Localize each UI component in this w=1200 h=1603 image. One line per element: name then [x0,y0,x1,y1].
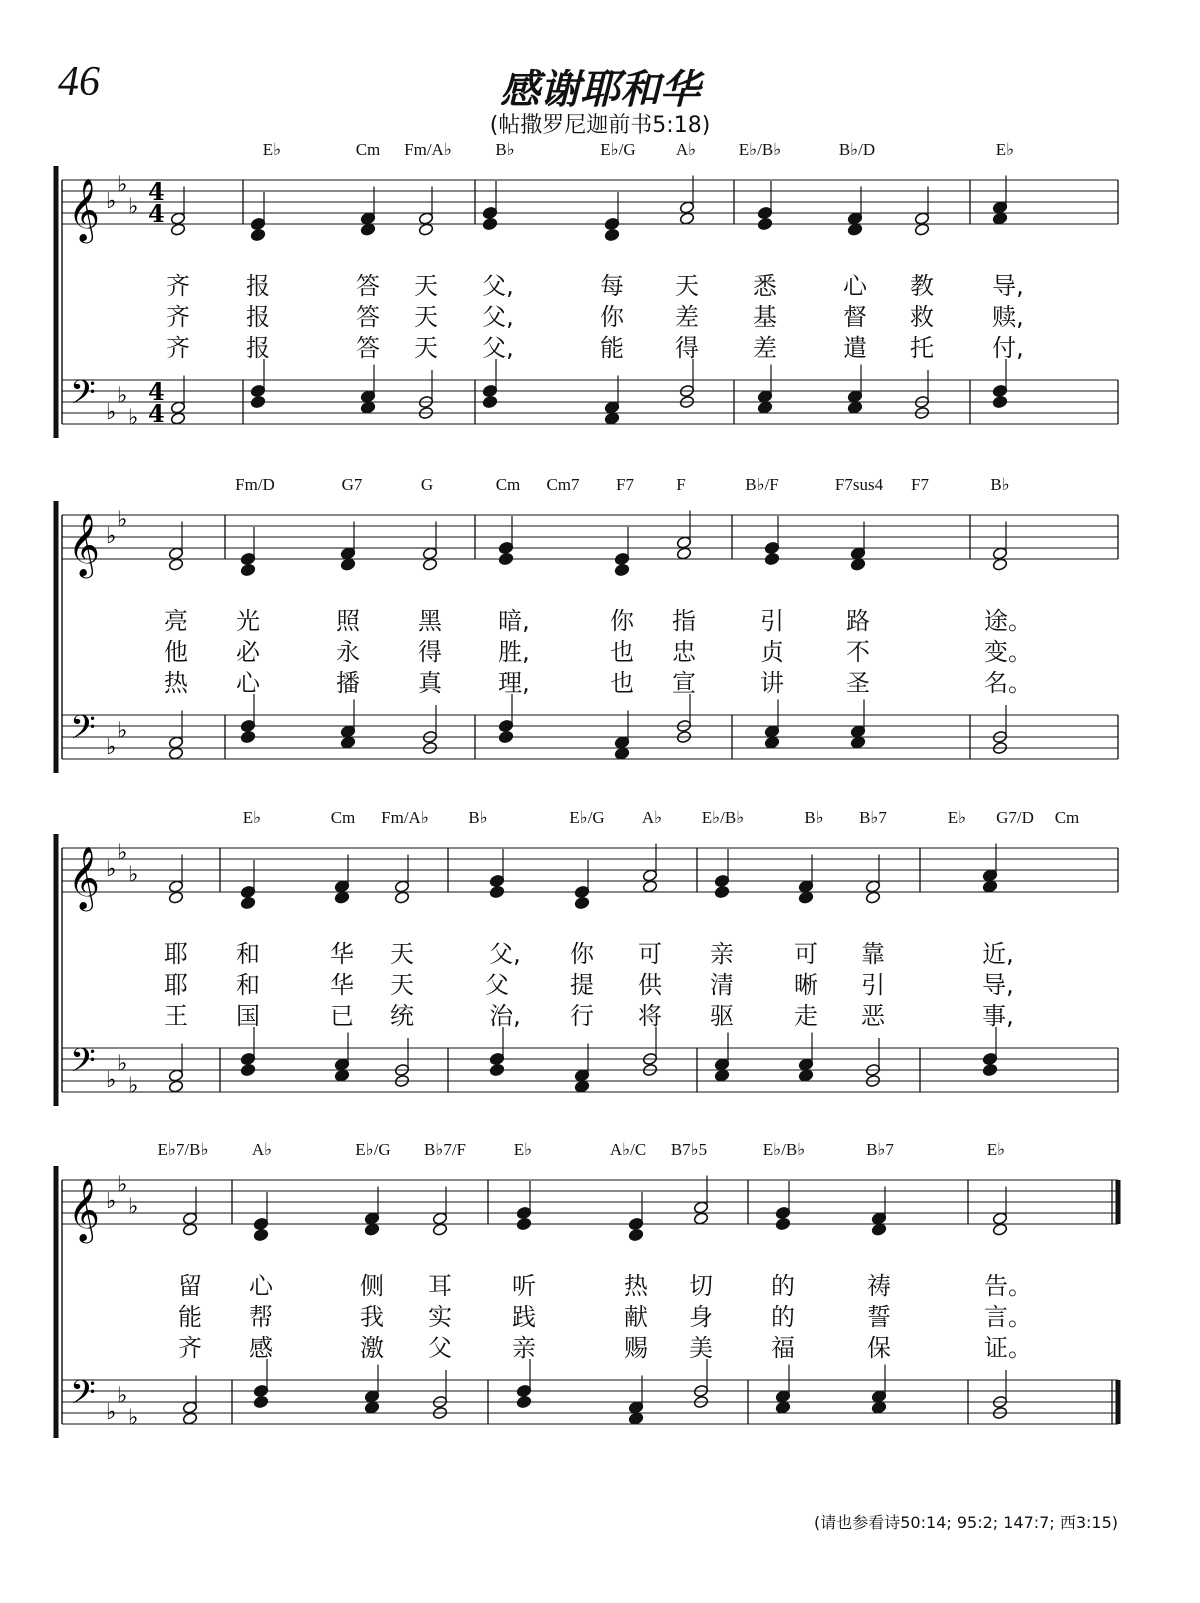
lyric-verse-3: 真 [418,669,442,697]
bass-clef-icon: 𝄢 [70,709,96,755]
scripture-reference: (帖撒罗尼迦前书5:18) [489,113,711,138]
lyric-verse-3: 走 [794,1002,818,1030]
chord-symbol: B♭ [804,808,824,827]
treble-clef-icon: 𝄞 [68,513,100,576]
bass-notehead [714,1069,729,1082]
treble-notehead [498,552,513,565]
lyric-verse-1: 祷 [867,1272,891,1300]
flat-icon: ♭ [106,1189,117,1214]
lyric-verse-1: 齐 [166,272,190,300]
chord-symbol: E♭/G [569,808,605,827]
lyric-verse-3: 讲 [760,669,784,697]
treble-notehead [394,891,409,904]
treble-notehead [432,1223,447,1236]
lyric-verse-1: 途。 [984,607,1032,635]
lyric-verse-3: 已 [330,1002,354,1030]
bass-notehead [764,736,779,749]
treble-notehead [516,1217,531,1230]
flat-icon: ♭ [128,1194,139,1220]
chord-symbol: Fm/A♭ [404,140,452,159]
flat-icon: ♭ [117,383,128,409]
treble-notehead [847,223,862,236]
treble-notehead [364,1223,379,1236]
chord-symbol: B♭ [468,808,488,827]
treble-notehead [168,891,183,904]
lyric-verse-1: 父, [489,940,521,968]
treble-notehead [360,223,375,236]
lyric-verse-3: 将 [638,1002,662,1030]
lyric-verse-3: 统 [390,1002,414,1030]
lyric-verse-1: 天 [390,940,414,968]
lyric-verse-3: 驱 [710,1002,734,1030]
treble-notehead [418,223,433,236]
treble-notehead [334,891,349,904]
chord-symbol: F7sus4 [834,475,884,494]
hymn-title: 感谢耶和华 [500,67,700,113]
treble-notehead [714,885,729,898]
chord-symbol: E♭ [986,1140,1006,1159]
lyric-verse-2: 和 [236,971,260,999]
lyric-verse-1: 热 [624,1272,648,1300]
treble-notehead [850,558,865,571]
lyric-verse-3: 保 [867,1334,891,1362]
treble-clef-icon: 𝄞 [68,178,100,241]
lyric-verse-3: 答 [356,334,380,362]
lyric-verse-3: 父 [428,1334,452,1362]
lyric-verse-3: 美 [689,1334,713,1362]
bass-notehead [574,1080,589,1093]
time-signature-bottom: 4 [148,199,165,228]
lyric-verse-1: 照 [336,607,360,635]
lyric-verse-1: 侧 [360,1272,384,1300]
treble-notehead [982,880,997,893]
lyric-verse-3: 天 [414,334,438,362]
lyric-verse-3: 也 [610,669,634,697]
flat-icon: ♭ [128,405,139,431]
chord-symbol: E♭7/B♭ [157,1140,209,1159]
lyric-verse-2: 永 [336,638,360,666]
chord-symbol: B♭/F [745,475,779,494]
lyric-verse-2: 提 [570,971,594,999]
bass-notehead [250,395,265,408]
flat-icon: ♭ [117,1383,128,1409]
lyric-verse-2: 答 [356,303,380,331]
lyric-verse-2: 齐 [166,303,190,331]
lyric-verse-2: 父 [485,971,509,999]
lyric-verse-1: 靠 [861,940,885,968]
lyric-verse-3: 王 [164,1002,188,1030]
chord-symbol: F7 [616,475,634,494]
treble-notehead [642,880,657,893]
lyric-verse-2: 救 [910,303,934,331]
chord-symbol: B♭7/F [423,1140,467,1159]
lyric-verse-1: 耳 [428,1272,452,1300]
lyric-verse-2: 得 [418,638,442,666]
lyric-verse-2: 父, [482,303,514,331]
lyric-verse-3: 父, [482,334,514,362]
lyric-verse-3: 名。 [984,669,1032,697]
bass-clef-icon: 𝄢 [70,1042,96,1088]
flat-icon: ♭ [128,1405,139,1431]
bass-notehead [253,1395,268,1408]
lyric-verse-1: 听 [512,1272,536,1300]
treble-notehead [992,558,1007,571]
chord-symbol: A♭ [675,140,697,159]
chord-symbol: E♭ [995,140,1015,159]
chord-symbol: Cm [355,140,381,159]
chord-symbol: Cm [495,475,521,494]
lyric-verse-3: 宣 [672,669,696,697]
lyric-verse-3: 托 [910,334,934,362]
treble-notehead [422,558,437,571]
lyric-verse-2: 天 [414,303,438,331]
treble-notehead [992,212,1007,225]
lyric-verse-1: 引 [760,607,784,635]
lyric-verse-2: 督 [843,303,867,331]
flat-icon: ♭ [106,1068,117,1093]
chord-symbol: A♭/C [609,1140,647,1159]
chord-symbol: Fm/D [235,475,275,494]
time-signature-bottom: 4 [148,399,165,428]
chord-symbol: E♭/G [355,1140,391,1159]
bass-clef-icon: 𝄢 [70,374,96,420]
lyric-verse-2: 胜, [498,638,530,666]
lyric-verse-2: 的 [771,1303,795,1331]
lyric-verse-2: 能 [178,1303,202,1331]
flat-icon: ♭ [106,735,117,760]
lyric-verse-1: 可 [638,940,662,968]
chord-symbol: E♭ [242,808,262,827]
bass-notehead [168,747,183,760]
bass-notehead [628,1412,643,1425]
chord-symbol: Fm/A♭ [381,808,429,827]
lyric-verse-1: 你 [570,940,594,968]
lyric-verse-1: 天 [675,272,699,300]
treble-notehead [914,223,929,236]
flat-icon: ♭ [117,718,128,744]
chord-symbol: E♭ [513,1140,533,1159]
lyric-verse-1: 教 [910,272,934,300]
lyric-verse-2: 清 [710,971,734,999]
treble-notehead [170,223,185,236]
lyric-verse-2: 晰 [794,971,818,999]
lyric-verse-3: 福 [771,1334,795,1362]
bass-notehead [982,1063,997,1076]
lyric-verse-2: 赎, [992,303,1024,331]
lyric-verse-3: 齐 [166,334,190,362]
flat-icon: ♭ [117,172,128,198]
flat-icon: ♭ [106,189,117,214]
lyric-verse-1: 报 [246,272,270,300]
lyric-verse-2: 言。 [984,1303,1032,1331]
lyric-verse-2: 他 [164,638,188,666]
bass-notehead [798,1069,813,1082]
bass-notehead [850,736,865,749]
treble-notehead [757,217,772,230]
lyric-verse-1: 近, [982,940,1014,968]
lyric-verse-2: 践 [512,1303,536,1331]
chord-symbol: G7 [341,475,363,494]
lyric-verse-1: 华 [330,940,354,968]
lyric-verse-1: 光 [236,607,260,635]
bass-notehead [170,412,185,425]
treble-notehead [250,228,265,241]
lyric-verse-3: 感 [249,1334,273,1362]
bass-clef-icon: 𝄢 [70,1374,96,1420]
lyric-verse-1: 心 [843,272,867,300]
bass-notehead [489,1063,504,1076]
flat-icon: ♭ [117,1051,128,1077]
flat-icon: ♭ [106,524,117,549]
lyric-verse-3: 热 [164,669,188,697]
chord-symbol: E♭/B♭ [738,140,782,159]
bass-notehead [482,395,497,408]
flat-icon: ♭ [128,1073,139,1099]
lyric-verse-1: 路 [846,607,870,635]
chord-symbol: E♭/B♭ [701,808,745,827]
treble-notehead [865,891,880,904]
footnote-references: (请也参看诗50:14; 95:2; 147:7; 西3:15) [814,1513,1118,1532]
time-signature-top: 4 [148,177,165,206]
lyric-verse-2: 实 [428,1303,452,1331]
treble-notehead [693,1212,708,1225]
lyric-verse-2: 贞 [760,638,784,666]
score-system-4 [0,1140,1200,1450]
chord-symbol: E♭ [947,808,967,827]
lyric-verse-3: 国 [236,1002,260,1030]
lyric-verse-2: 献 [624,1303,648,1331]
treble-notehead [679,212,694,225]
treble-notehead [253,1228,268,1241]
treble-notehead [871,1223,886,1236]
treble-clef-icon: 𝄞 [68,846,100,909]
treble-notehead [482,217,497,230]
lyric-verse-1: 父, [482,272,514,300]
lyric-verse-2: 华 [330,971,354,999]
treble-notehead [798,891,813,904]
chord-symbol: B♭/D [838,140,876,159]
lyric-verse-3: 差 [753,334,777,362]
lyric-verse-3: 付, [992,334,1024,362]
chord-symbol: Cm [1054,808,1080,827]
lyric-verse-3: 心 [236,669,260,697]
lyric-verse-1: 暗, [498,607,530,635]
bass-notehead [614,747,629,760]
lyric-verse-1: 指 [672,607,696,635]
treble-notehead [628,1228,643,1241]
lyric-verse-3: 报 [246,334,270,362]
bass-notehead [871,1401,886,1414]
bass-notehead [604,412,619,425]
flat-icon: ♭ [128,194,139,220]
bass-notehead [334,1069,349,1082]
lyric-verse-1: 你 [610,607,634,635]
score-system-2 [0,475,1200,785]
score-system-1 [0,140,1200,450]
lyric-verse-3: 事, [982,1002,1014,1030]
chord-symbol: A♭ [251,1140,273,1159]
lyric-verse-2: 差 [675,303,699,331]
lyric-verse-1: 的 [771,1272,795,1300]
bass-notehead [498,730,513,743]
treble-notehead [240,563,255,576]
chord-symbol: G7/D [996,808,1034,827]
lyric-verse-3: 激 [360,1334,384,1362]
chord-symbol: E♭ [262,140,282,159]
flat-icon: ♭ [117,1172,128,1198]
chord-symbol: B♭ [990,475,1010,494]
lyric-verse-1: 耶 [164,940,188,968]
chord-symbol: Cm [330,808,356,827]
chord-symbol: B♭ [495,140,515,159]
treble-notehead [168,558,183,571]
treble-notehead [240,896,255,909]
lyric-verse-3: 亲 [512,1334,536,1362]
time-signature-top: 4 [148,377,165,406]
lyric-verse-1: 悉 [753,272,777,300]
lyric-verse-2: 天 [390,971,414,999]
lyric-verse-1: 亲 [710,940,734,968]
lyric-verse-3: 恶 [861,1002,885,1030]
lyric-verse-2: 引 [861,971,885,999]
lyric-verse-2: 变。 [984,638,1032,666]
treble-notehead [775,1217,790,1230]
lyric-verse-3: 行 [570,1002,594,1030]
lyric-verse-3: 遣 [843,334,867,362]
lyric-verse-3: 治, [489,1002,521,1030]
lyric-verse-2: 耶 [164,971,188,999]
lyric-verse-1: 告。 [984,1272,1032,1300]
chord-symbol: B♭7 [859,808,887,827]
lyric-verse-2: 誓 [867,1303,891,1331]
lyric-verse-2: 忠 [672,638,696,666]
lyric-verse-1: 天 [414,272,438,300]
chord-symbol: Cm7 [546,475,580,494]
bass-notehead [847,401,862,414]
lyric-verse-2: 我 [360,1303,384,1331]
treble-notehead [676,547,691,560]
lyric-verse-2: 报 [246,303,270,331]
bass-notehead [364,1401,379,1414]
bass-notehead [240,730,255,743]
flat-icon: ♭ [106,400,117,425]
lyric-verse-2: 基 [753,303,777,331]
lyric-verse-2: 帮 [249,1303,273,1331]
lyric-verse-3: 赐 [624,1334,648,1362]
lyric-verse-2: 供 [638,971,662,999]
lyric-verse-2: 身 [689,1303,713,1331]
bass-notehead [775,1401,790,1414]
chord-symbol: B♭7 [866,1140,894,1159]
treble-notehead [182,1223,197,1236]
flat-icon: ♭ [128,862,139,888]
lyric-verse-3: 圣 [846,669,870,697]
bass-notehead [168,1080,183,1093]
bass-notehead [992,395,1007,408]
chord-symbol: G [420,475,434,494]
chord-symbol: E♭/G [600,140,636,159]
lyric-verse-2: 导, [982,971,1014,999]
chord-symbol: F [676,475,686,494]
treble-notehead [614,563,629,576]
lyric-verse-2: 也 [610,638,634,666]
lyric-verse-1: 黑 [418,607,442,635]
lyric-verse-3: 能 [600,334,624,362]
treble-notehead [489,885,504,898]
flat-icon: ♭ [117,507,128,533]
bass-notehead [757,401,772,414]
lyric-verse-2: 你 [600,303,624,331]
chord-symbol: B7♭5 [670,1140,708,1159]
treble-notehead [764,552,779,565]
chord-symbol: A♭ [641,808,663,827]
lyric-verse-1: 切 [689,1272,713,1300]
lyric-verse-3: 理, [498,669,530,697]
bass-notehead [340,736,355,749]
bass-notehead [240,1063,255,1076]
bass-notehead [182,1412,197,1425]
treble-clef-icon: 𝄞 [68,1178,100,1241]
treble-notehead [992,1223,1007,1236]
lyric-verse-1: 导, [992,272,1024,300]
lyric-verse-1: 答 [356,272,380,300]
treble-notehead [604,228,619,241]
chord-symbol: F7 [911,475,929,494]
lyric-verse-3: 得 [675,334,699,362]
treble-notehead [340,558,355,571]
flat-icon: ♭ [106,857,117,882]
lyric-verse-3: 齐 [178,1334,202,1362]
lyric-verse-1: 每 [600,272,624,300]
hymn-number: 46 [58,59,100,105]
flat-icon: ♭ [117,840,128,866]
treble-notehead [574,896,589,909]
lyric-verse-3: 证。 [984,1334,1032,1362]
flat-icon: ♭ [106,1400,117,1425]
lyric-verse-1: 亮 [164,607,188,635]
lyric-verse-1: 留 [178,1272,202,1300]
lyric-verse-3: 播 [336,669,360,697]
chord-symbol: E♭/B♭ [762,1140,806,1159]
lyric-verse-1: 和 [236,940,260,968]
lyric-verse-2: 不 [846,638,870,666]
lyric-verse-2: 必 [236,638,260,666]
score-system-3 [0,808,1200,1118]
bass-notehead [360,401,375,414]
lyric-verse-1: 心 [249,1272,273,1300]
bass-notehead [516,1395,531,1408]
lyric-verse-1: 可 [794,940,818,968]
